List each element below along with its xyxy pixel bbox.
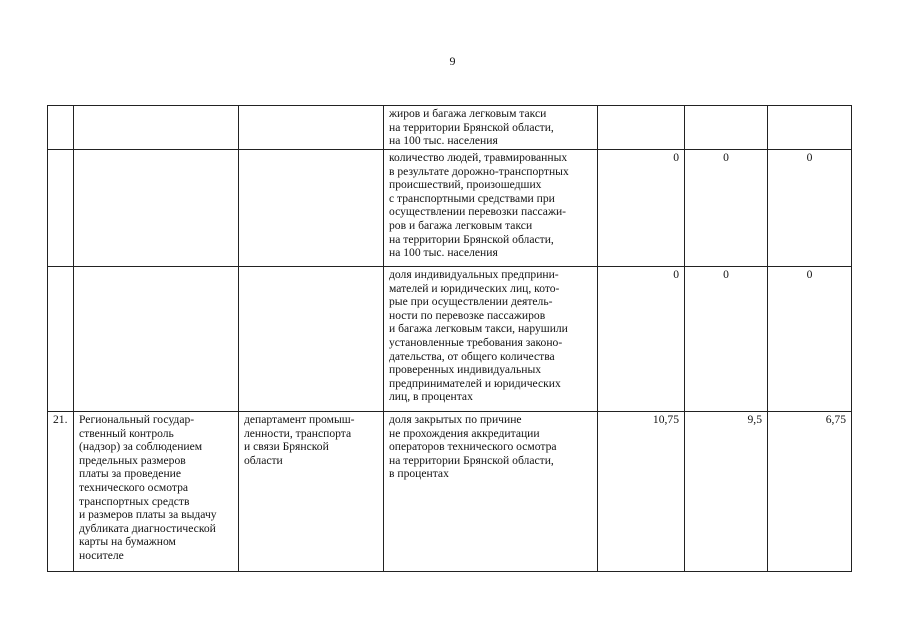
table-row	[48, 267, 852, 412]
table-row	[48, 106, 852, 150]
control-type-cell	[74, 150, 239, 267]
indicator-cell: доля индивидуальных предприни- мателей и юридических лиц, кото- рые при осуществлении деятель- ности по перевозке пассажиров и багажа легковым такси, нарушили установленные требования законо- дательства, от общего количества проверенных индивидуальных предпринимателей и юридических лиц, в процентах	[384, 267, 598, 412]
control-type-cell: Региональный государ- ственный контроль (надзор) за соблюдением предельных размеров платы за проведение технического осмотра транспортных средств и размеров платы за выдачу дубликата диагностической карты на бумажном носителе	[74, 412, 239, 572]
value-cell: 0	[685, 150, 768, 267]
value-cell	[685, 106, 768, 150]
page-number: 9	[449, 54, 456, 68]
value-cell	[768, 106, 852, 150]
indicator-cell: доля закрытых по причине не прохождения аккредитации операторов технического осмотра на территории Брянской области, в процентах	[384, 412, 598, 572]
indicator-cell: количество людей, травмированных в результате дорожно-транспортных происшествий, произошедших с транспортными средствами при осуществлении перевозки пассажи- ров и багажа легковым такси на территории Брянской области, на 100 тыс. населения	[384, 150, 598, 267]
row-number-cell	[48, 106, 74, 150]
value-cell: 0	[598, 150, 685, 267]
value-cell: 6,75	[768, 412, 852, 572]
row-number-cell	[48, 267, 74, 412]
table-row	[48, 412, 852, 572]
indicators-table	[47, 105, 852, 572]
row-number-cell: 21.	[48, 412, 74, 572]
authority-cell	[239, 106, 384, 150]
value-cell: 10,75	[598, 412, 685, 572]
row-number-cell	[48, 150, 74, 267]
value-cell	[598, 106, 685, 150]
authority-cell	[239, 267, 384, 412]
authority-cell: департамент промыш- ленности, транспорта и связи Брянской области	[239, 412, 384, 572]
value-cell: 0	[598, 267, 685, 412]
value-cell: 0	[685, 267, 768, 412]
control-type-cell	[74, 267, 239, 412]
value-cell: 0	[768, 267, 852, 412]
value-cell: 9,5	[685, 412, 768, 572]
indicator-cell: жиров и багажа легковым такси на территории Брянской области, на 100 тыс. населения	[384, 106, 598, 150]
value-cell: 0	[768, 150, 852, 267]
table-row	[48, 150, 852, 267]
control-type-cell	[74, 106, 239, 150]
authority-cell	[239, 150, 384, 267]
